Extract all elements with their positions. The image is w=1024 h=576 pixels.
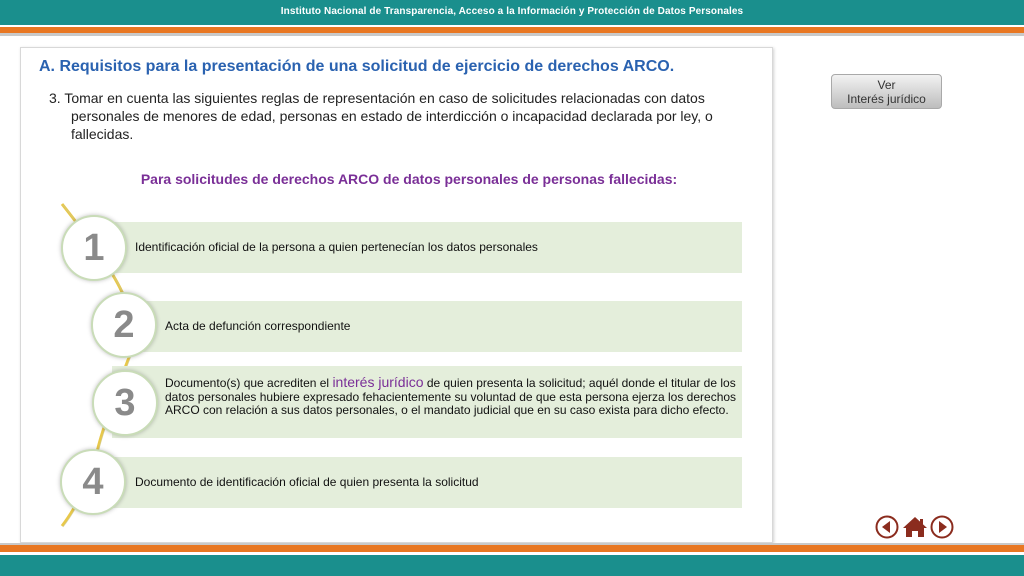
step-row-1 [112, 222, 742, 273]
step-3-text-before: Documento(s) que acrediten el [165, 376, 330, 390]
ver-interes-juridico-button[interactable] [831, 74, 942, 109]
step-4-number: 4 [60, 449, 126, 515]
step-1-number: 1 [61, 215, 127, 281]
step-row-3 [112, 366, 742, 438]
header-divider-gray [0, 33, 1024, 36]
side-button-line1: Ver [877, 78, 896, 92]
step-3-number: 3 [92, 370, 158, 436]
header-title: Instituto Nacional de Transparencia, Acceso a la Información y Protección de Datos Personales [280, 6, 744, 17]
step-3-text [165, 376, 743, 418]
arrow-right-icon[interactable] [930, 515, 954, 539]
footer-bar [0, 555, 1024, 576]
step-2-text: Acta de defunción correspondiente [165, 319, 351, 333]
step-2-number: 2 [91, 292, 157, 358]
header-bar [0, 0, 1024, 25]
steps-subtitle: Para solicitudes de derechos ARCO de datos personales de personas fallecidas: [140, 171, 678, 187]
step-4-text: Documento de identificación oficial de quien presenta la solicitud [135, 475, 479, 489]
step-3-highlight: interés jurídico [332, 374, 424, 390]
rule-paragraph: 3. Tomar en cuenta las siguientes reglas de representación en caso de solicitudes relacionadas con datos personales de menores de edad, personas en estado de interdicción o incapacidad declarada por ley, o fallecidas. [49, 90, 713, 142]
home-icon[interactable] [902, 515, 928, 539]
footer-divider-orange [0, 545, 1024, 552]
section-heading: A. Requisitos para la presentación de una solicitud de ejercicio de derechos ARCO. [39, 58, 675, 75]
side-button-line2: Interés jurídico [847, 92, 926, 106]
arrow-left-icon[interactable] [875, 515, 899, 539]
step-1-text: Identificación oficial de la persona a quien pertenecían los datos personales [135, 240, 538, 254]
step-row-2 [112, 301, 742, 352]
step-row-4 [112, 457, 742, 508]
step-3-text-after: de quien presenta la solicitud; aquél donde el titular de los datos personales hubiere expresado fehacientemente su voluntad de que esta persona ejerza los derechos ARCO con relación a sus datos personales, o el mandato judicial que en su caso exista para dicho efecto. [165, 376, 737, 417]
